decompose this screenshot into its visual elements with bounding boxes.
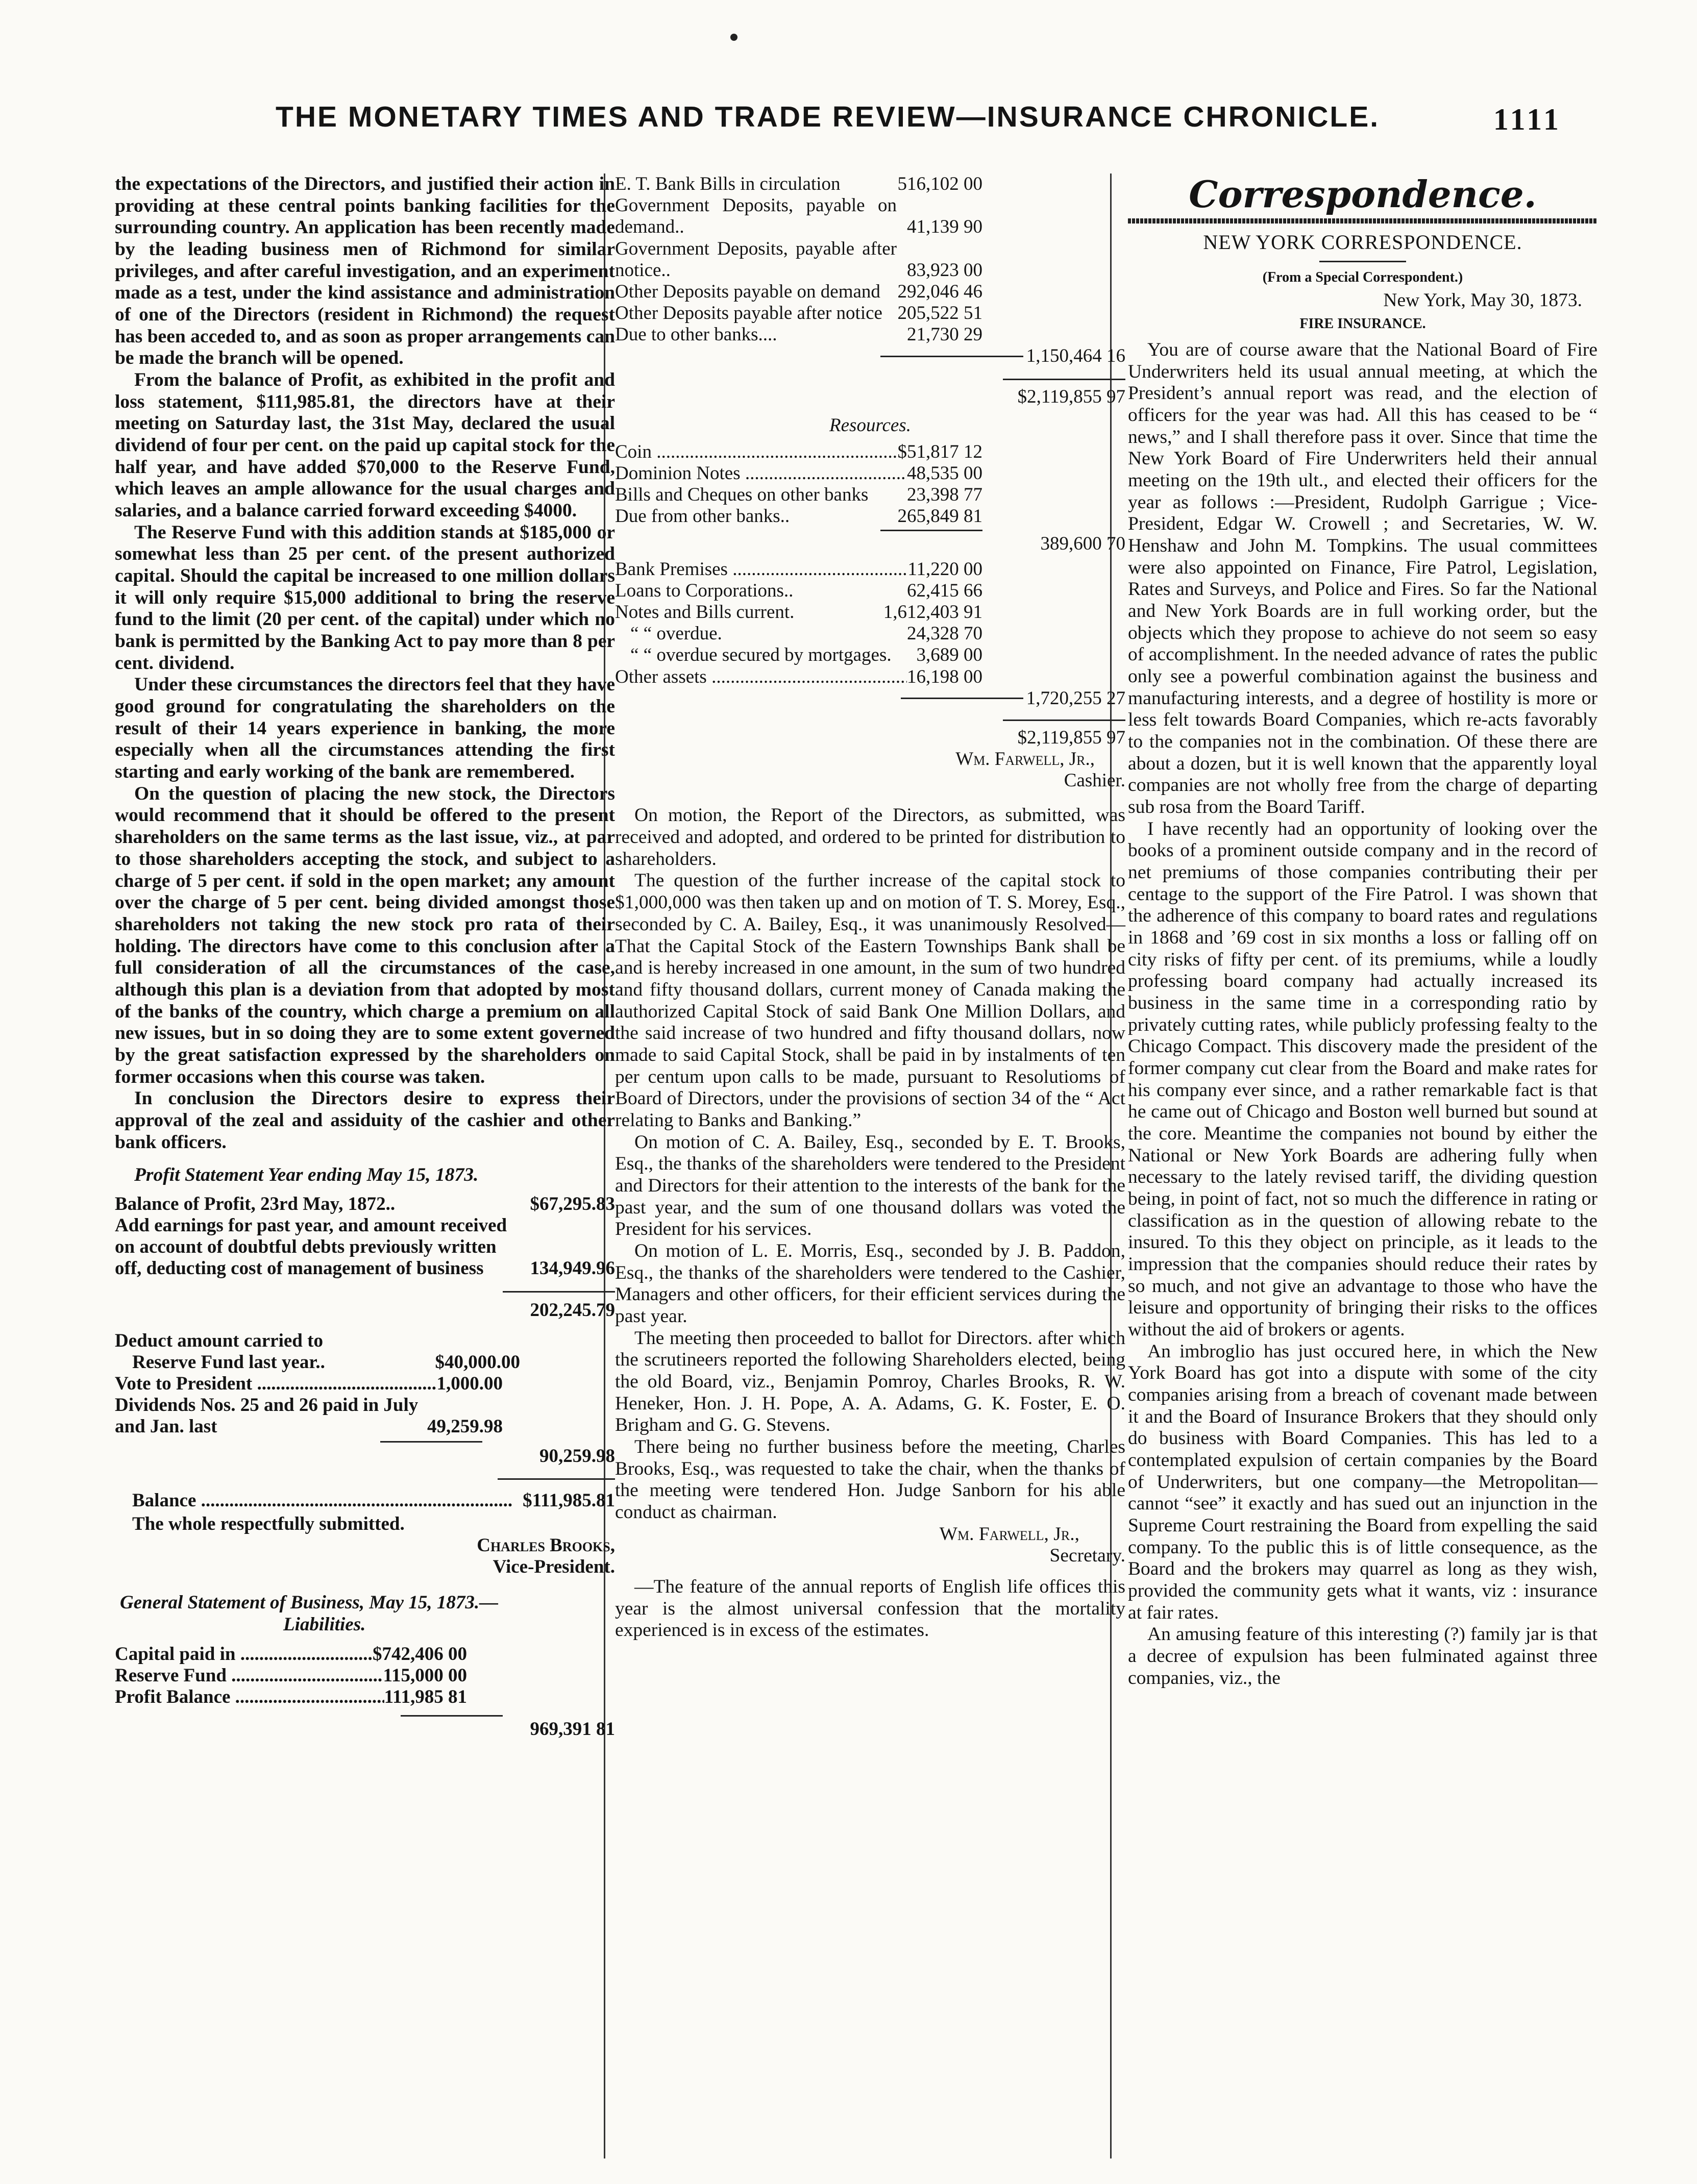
statement-row: Loans to Corporations.. 62,415 66 (615, 580, 982, 601)
byline: (From a Special Correspondent.) (1262, 269, 1463, 286)
general-statement-heading: General Statement of Business, May 15, 1873.— (120, 1592, 499, 1614)
cashier-title: Cashier. (1064, 770, 1125, 791)
deduct-label: Deduct amount carried to (115, 1330, 323, 1351)
liabilities-heading: Liabilities. (283, 1614, 366, 1635)
statement-row: Government Deposits, payable on demand.. 41,139 90 (615, 195, 982, 238)
statement-row: Profit Balance ..... 111,985 81 (115, 1686, 467, 1708)
liabilities-total: 969,391 81 (530, 1719, 615, 1740)
sum-rule (401, 1715, 503, 1717)
sum-rule (380, 1441, 482, 1443)
submitted-line: The whole respectfully submitted. (132, 1513, 405, 1534)
subheading: FIRE INSURANCE. (1299, 315, 1426, 332)
dateline: New York, May 30, 1873. (1383, 290, 1582, 311)
statement-row: Other assets ..... 16,198 00 (615, 666, 982, 688)
section-title: Correspondence. (1189, 172, 1537, 216)
paragraph: The Reserve Fund with this addition stands at $185,000 or somewhat less than 25 per cent. of the present authorized capital. Should the capital be increased to one million dollars it will only require $15,000 additional to bring the reserve fund to the limit (20 per cent. of the capital) under which no bank is permitted by the Banking Act to pay more than 8 per cent. dividend. (115, 522, 615, 674)
paragraph: From the balance of Profit, as exhibited in the profit and loss statement, $111,985.81, the directors have at their meeting on Saturday last, the 31st May, declared the usual dividend of four per cent. on the paid up capital stock for the half year, and have added $70,000 to the Reserve Fund, which leaves an ample allowance for the usual charges and salaries, and a balance carried forward exceeding $4000. (115, 369, 615, 522)
statement-row: E. T. Bank Bills in circulation 516,102 00 (615, 173, 982, 194)
short-rule (1319, 261, 1406, 262)
statement-row: Government Deposits, payable after notice.. 83,923 00 (615, 238, 982, 281)
sum-rule (1003, 379, 1125, 380)
liabilities-grand-total: $2,119,855 97 (1017, 386, 1125, 407)
statement-row: “ “ overdue secured by mortgages. 3,689 00 (630, 644, 982, 666)
paragraph: I have recently had an opportunity of looking over the books of a prominent outside company and in the record of net premiums of those companies contributing their per centage to the support of the Fire Patrol. I was shown that the adherence of this company to board rates and regulations in 1868 and ’69 cost in six months a loss or falling off on city risks of fifty per cent. of its premiums, while a loudly professing board company had actually increased its business in the same time in a corresponding ratio by privately cutting rates, while publicly professing fealty to the Chicago Compact. This discovery made the president of the former company cut clear from the Board and make rates for his company ever since, and a rather remarkable fact is that he came out of Chicago and Boston well burned but sound at the core. Meantime the companies not bound by either the National or New York Boards are adhering fully when necessary to the lately revised tariff, the dividing question being, in point of fact, not so much the difference in rating or classification as in the question of allowing rebate to the insured. To this they object on principle, as it leads to the impression that the companies should reduce their rates by so much, and not give an advantage to those who have the leisure and opportunity of bringing their risks to the offices without the aid of brokers or agents. (1128, 818, 1597, 1341)
paragraph: An amusing feature of this interesting (?) family jar is that a decree of expulsion has been fulminated against three companies, viz., the (1128, 1624, 1597, 1689)
masthead-title: THE MONETARY TIMES AND TRADE REVIEW—INSURANCE CHRONICLE. (276, 101, 1380, 133)
paragraph: On the question of placing the new stock, the Directors would recommend that it should be offered to the present shareholders on the same terms as the last issue, viz., at par to those shareholders accepting the stock, and subject to a charge of 5 per cent. if sold in the open market; any amount over the charge of 5 per cent. being divided amongst those shareholders not taking the new stock pro rata of their holding. The directors have come to this conclusion after a full consideration of all the circumstances of the case, although this plan is a deviation from that adopted by most of the banks of the country, which charge a premium on all new issues, but in so doing they are to some extent governed by the great satisfaction expressed by the shareholders on former occasions when this course was taken. (115, 783, 615, 1087)
paragraph: —The feature of the annual reports of English life offices this year is the almost universal confession that the mortality experienced is in excess of the estimates. (615, 1576, 1125, 1641)
deduct-total: 90,259.98 (539, 1445, 615, 1467)
sum-rule (498, 1478, 615, 1480)
statement-row (615, 345, 1125, 367)
statement-row: Due from other banks.. 265,849 81 (615, 506, 982, 527)
printer-dot (730, 34, 737, 41)
paragraph: In conclusion the Directors desire to express their approval of the zeal and assiduity of the cashier and other bank officers. (115, 1088, 615, 1153)
statement-row: Dividends Nos. 25 and 26 paid in July and Jan. last 49,259.98 (115, 1395, 503, 1437)
paragraph: The question of the further increase of the capital stock to $1,000,000 was then taken up and on motion of T. S. Morey, Esq., seconded by C. A. Bailey, Esq., it was unanimously Resolved—That the Capital Stock of the Eastern Townships Bank shall be and is hereby increased in one amount, in the sum of two hundred and fifty thousand dollars, current money of Canada making the authorized Capital Stock of said Bank One Million Dollars, and the said increase of two hundred and fifty thousand dollars, now made to said Capital Stock, shall be paid in by instalments of ten per centum upon calls to be made, pursuant to Resolutioms of Board of Directors, under the provisions of section 34 of the “ Act relating to Banks and Banking.” (615, 870, 1125, 1131)
secretary-title: Secretary. (1049, 1545, 1125, 1567)
statement-row: Reserve Fund last year.. $40,000.00 (132, 1351, 520, 1373)
resources-grand-total: $2,119,855 97 (1017, 727, 1125, 748)
statement-row: Reserve Fund ..... 115,000 00 (115, 1665, 467, 1686)
sum-rule (503, 1291, 615, 1293)
liabilities-continued (615, 173, 1125, 791)
signer-name: Charles Brooks, (477, 1535, 615, 1556)
resources-subtotal-b: 1,720,255 27 (1026, 687, 1125, 709)
statement-row: “ “ overdue. 24,328 70 (630, 623, 982, 644)
paragraph: Under these circumstances the directors feel that they have good ground for congratulating the shareholders on the result of their 14 years experience in banking, the more especially when all the circumstances attending the first starting and early working of the bank are remembered. (115, 674, 615, 783)
resources-heading: Resources. (829, 414, 911, 436)
statement-row: Balance of Profit, 23rd May, 1872.. $67,295.83 (115, 1193, 615, 1214)
signer-title: Vice-President. (493, 1556, 615, 1578)
paragraph: There being no further business before the meeting, Charles Brooks, Esq., was requested to take the chair, when the thanks of the meeting were tendered Hon. Judge Sanborn for his able conduct as chairman. (615, 1436, 1125, 1523)
paragraph: An imbroglio has just occured here, in which the New York Board has got into a dispute with some of the city companies arising from a breach of covenant made between it and the Board of Insurance Brokers that they should only do business with Board Companies. This has led to a contemplated expulsion of certain companies by the Board of Underwriters, but one company—the Metropolitan—cannot “see” it exactly and has sued out an injunction in the Supreme Court restraining the Board from expelling the said company. To the public this is of little consequence, as the Board and the brokers may quarrel as long as they wish, provided the community gets what it wants, viz : insurance at fair rates. (1128, 1341, 1597, 1623)
secretary-name: Wm. Farwell, Jr., (939, 1523, 1079, 1545)
article-heading: NEW YORK CORRESPONDENCE. (1203, 230, 1522, 254)
page-number: 1111 (1493, 103, 1562, 136)
statement-row: Bank Premises ..... 11,220 00 (615, 559, 982, 580)
paragraph: On motion of C. A. Bailey, Esq., seconded by E. T. Brooks, Esq., the thanks of the shareholders were tendered to the President and Directors for their attention to the interests of the bank for the past year, and the sum of one thousand dollars was voted the President for his services. (615, 1131, 1125, 1240)
statement-row: Bills and Cheques on other banks 23,398 77 (615, 484, 982, 506)
balance-row: Balance ..... $111,985.81 (115, 1490, 615, 1511)
sum-rule (880, 530, 982, 531)
sum-rule (1003, 719, 1125, 721)
column-1 (115, 173, 615, 1741)
cashier-name: Wm. Farwell, Jr., (955, 749, 1095, 770)
page-header (276, 100, 1562, 146)
statement-row: Capital paid in ..... $742,406 00 (115, 1644, 467, 1665)
statement-row (615, 688, 1125, 709)
statement-row: Vote to President ..... 1,000.00 (115, 1373, 503, 1395)
statement-row: Notes and Bills current. 1,612,403 91 (615, 602, 982, 623)
paragraph: the expectations of the Directors, and justified their action in providing at these central points banking facilities for the surrounding country. An application has been recently made by the leading business men of Richmond for similar privileges, and after careful investigation, and an experiment made as a test, under the kind assistance and administration of one of the Directors (resident in Richmond) the request has been acceded to, and as soon as proper arrangements can be made the branch will be opened. (115, 173, 615, 369)
profit-subtotal: 202,245.79 (530, 1299, 615, 1321)
column-3 (1128, 173, 1597, 1689)
statement-row: Dominion Notes ..... 48,535 00 (615, 463, 982, 484)
statement-row: Other Deposits payable on demand 292,046 46 (615, 281, 982, 302)
wavy-rule (1128, 218, 1597, 224)
column-2 (615, 173, 1125, 1642)
paragraph: On motion, the Report of the Directors, as submitted, was received and adopted, and ordered to be printed for distribution to shareholders. (615, 805, 1125, 870)
statement-row: Add earnings for past year, and amount received on account of doubtful debts previously written off, deducting cost of management of business 134,949.96 (115, 1215, 615, 1279)
statement-row: Coin ..... $51,817 12 (615, 441, 982, 463)
profit-statement (115, 1194, 615, 1741)
paragraph: The meeting then proceeded to ballot for Directors. after which the scrutineers reported the following Shareholders elected, being the old Board, viz., Benjamin Pomroy, Charles Brooks, R. W. Heneker, Hon. J. H. Pope, A. A. Adams, G. K. Foster, E. O. Brigham and G. G. Stevens. (615, 1327, 1125, 1436)
statement-row: Other Deposits payable after notice 205,522 51 (615, 303, 982, 324)
profit-statement-heading: Profit Statement Year ending May 15, 1873. (134, 1164, 479, 1186)
paragraph: On motion of L. E. Morris, Esq., seconded by J. B. Paddon, Esq., the thanks of the shareholders were tendered to the Cashier, Managers and other officers, for their efficient services during the past year. (615, 1240, 1125, 1327)
paragraph: You are of course aware that the National Board of Fire Underwriters held its usual annual meeting, at which the President’s annual report was read, and the election of officers for the year was had. All this has ceased to be “ news,” and I shall therefore pass it over. Since that time the New York Board of Fire Underwriters held their annual meeting on the 19th ult., and elected their officers for the year as follows :—President, Rudolph Garrigue ; Vice-President, Edgar W. Crowell ; and Secretaries, W. W. Henshaw and John M. Tompkins. The usual committees were also appointed on Finance, Fire Patrol, Legislation, Rates and Surveys, and Police and Fires. So far the National and New York Boards are in full working order, but the objects which they propose to achieve do not seem so easy of accomplishment. In the needed advance of rates the public only see a powerful combination against the business and manufacturing interests, and a degree of hostility is more or less felt towards Board Companies, which re-acts favorably to the companies not in the combination. Of these there are about a dozen, but it is well known that the apparently loyal companies are not wholly free from the charge of departing sub rosa from the Board Tariff. (1128, 339, 1597, 817)
resources-subtotal-a: 389,600 70 (1040, 533, 1125, 554)
statement-row: Due to other banks.... 21,730 29 (615, 324, 982, 345)
liabilities-subtotal: 1,150,464 16 (1026, 345, 1125, 367)
